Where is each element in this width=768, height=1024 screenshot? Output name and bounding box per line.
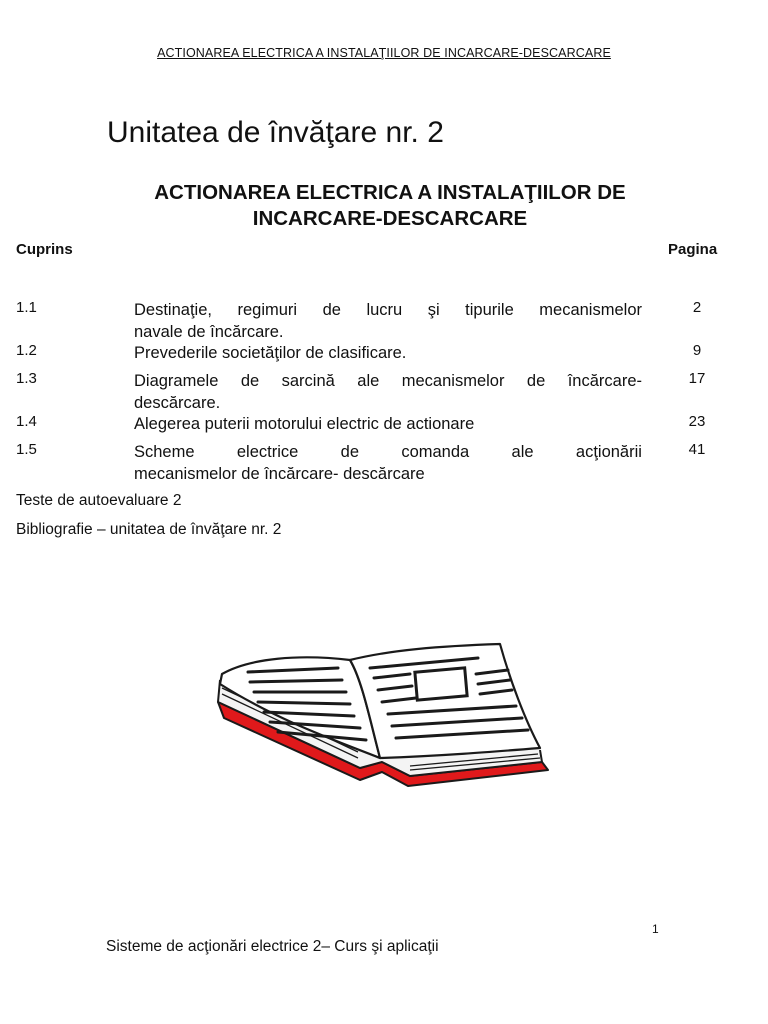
toc-entry-page: 2 xyxy=(692,299,702,316)
toc-entry-text xyxy=(134,370,642,414)
toc-entry-text xyxy=(134,413,642,435)
section-title xyxy=(60,180,720,232)
toc-entry-word: electrice xyxy=(236,443,299,461)
toc-entry-line1: Diagramele de sarcină ale mecanismelor de încărcare- xyxy=(134,372,642,390)
toc-entry-word: de xyxy=(340,443,359,461)
toc-entry-text xyxy=(134,299,642,343)
contents-label: Cuprins xyxy=(16,241,73,258)
page-column-label: Pagina xyxy=(668,241,718,258)
toc-entry-number: 1.5 xyxy=(16,441,37,458)
toc-entry-line2: descărcare. xyxy=(134,394,221,412)
toc-entry-word: comanda xyxy=(401,443,470,461)
toc-entry-page: 23 xyxy=(688,413,706,430)
toc-entry-line1: Prevederile societăţilor de clasificare. xyxy=(134,344,407,362)
toc-entry-line1 xyxy=(134,441,642,463)
toc-entry-text xyxy=(134,441,642,485)
section-title-line2: INCARCARE-DESCARCARE xyxy=(252,207,528,230)
course-title-footer: Sisteme de acţionări electrice 2– Curs şi aplicaţii xyxy=(106,938,439,955)
open-book-icon xyxy=(210,640,555,810)
bibliography-line: Bibliografie – unitatea de învăţare nr. 2 xyxy=(16,521,282,538)
page-number: 1 xyxy=(652,922,659,936)
toc-entry-word: acţionării xyxy=(575,443,642,461)
running-header-text: ACTIONAREA ELECTRICA A INSTALAŢIILOR DE INCARCARE-DESCARCARE xyxy=(157,46,611,60)
toc-entry-page: 17 xyxy=(688,370,706,387)
toc-entry-line2: mecanismelor de încărcare- descărcare xyxy=(134,465,425,483)
running-header xyxy=(0,46,768,60)
unit-title: Unitatea de învăţare nr. 2 xyxy=(107,116,444,149)
toc-entry-word: ale xyxy=(511,443,534,461)
toc-entry-word: Scheme xyxy=(134,443,195,461)
toc-entry-number: 1.2 xyxy=(16,342,37,359)
toc-entry-page: 9 xyxy=(692,342,702,359)
toc-entry-line1: Destinaţie, regimuri de lucru şi tipurile mecanismelor xyxy=(134,301,642,319)
toc-entry-number: 1.1 xyxy=(16,299,37,316)
self-tests-line: Teste de autoevaluare 2 xyxy=(16,492,182,509)
section-title-line1: ACTIONAREA ELECTRICA A INSTALAŢIILOR DE xyxy=(154,181,626,204)
toc-entry-number: 1.4 xyxy=(16,413,37,430)
toc-entry-line1: Alegerea puterii motorului electric de actionare xyxy=(134,415,475,433)
toc-entry-number: 1.3 xyxy=(16,370,37,387)
toc-entry-text xyxy=(134,342,642,364)
toc-entry-page: 41 xyxy=(688,441,706,458)
toc-entry-line2: navale de încărcare. xyxy=(134,323,284,341)
